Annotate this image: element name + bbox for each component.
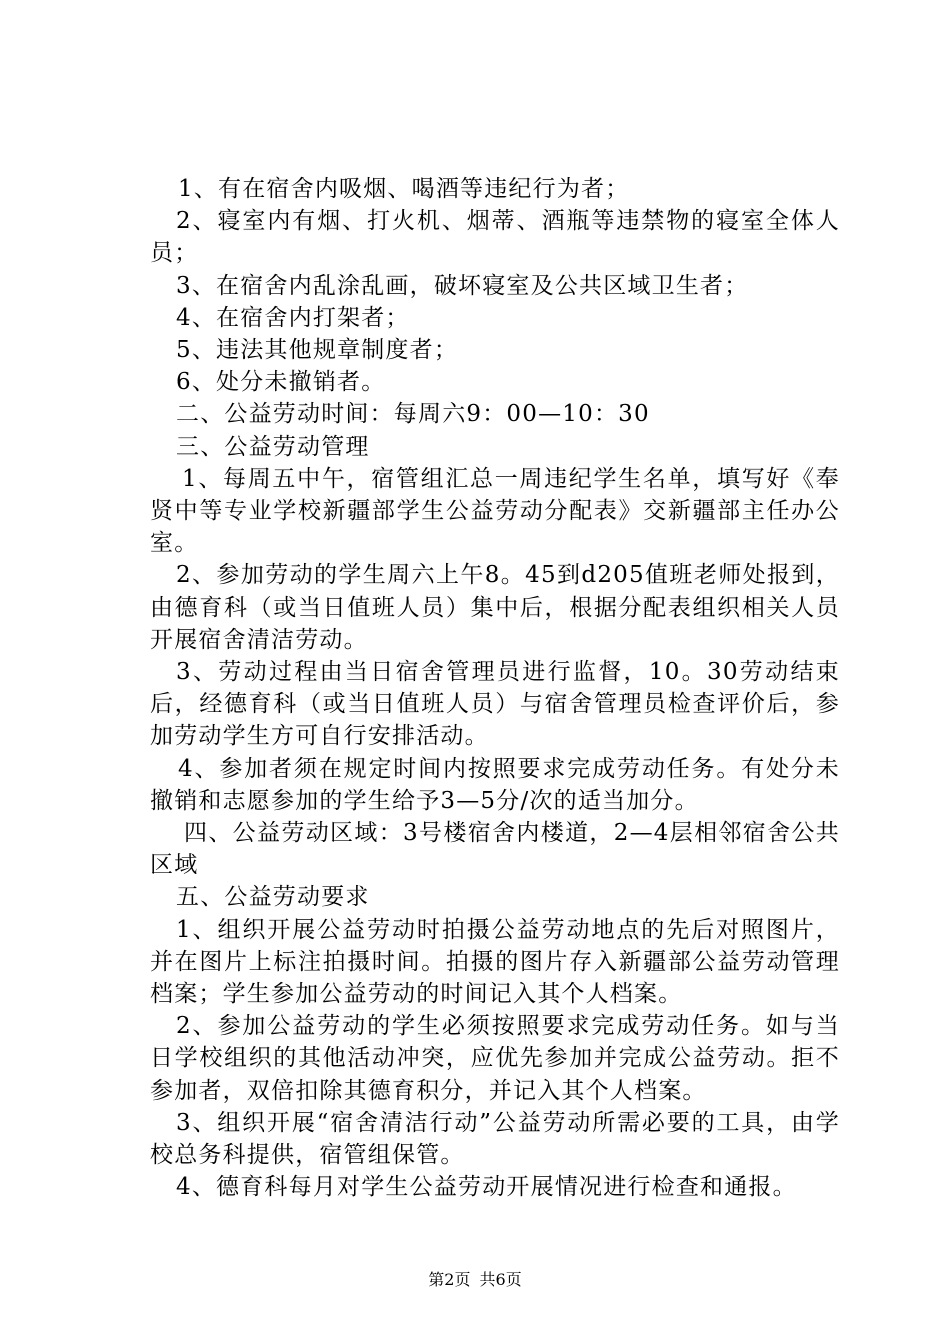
requirement-item-4: 4、德育科每月对学生公益劳动开展情况进行检查和通报。 xyxy=(176,1174,797,1201)
rule-item-2: 2、寝室内有烟、打火机、烟蒂、酒瓶等违禁物的寝室全体人员； xyxy=(150,208,840,267)
page-footer xyxy=(0,1270,950,1290)
section-2-heading: 二、公益劳动时间：每周六9：00—10：30 xyxy=(176,401,650,428)
rule-item-5: 5、违法其他规章制度者； xyxy=(176,337,459,364)
rule-item-1: 1、有在宿舍内吸烟、喝酒等违纪行为者； xyxy=(178,176,630,202)
requirement-item-1: 1、组织开展公益劳动时拍摄公益劳动地点的先后对照图片，并在图片上标注拍摄时间。拍摄的图片存入新疆部公益劳动管理档案；学生参加公益劳动的时间记入其个人档案。 xyxy=(150,916,840,1008)
rule-item-4: 4、在宿舍内打架者； xyxy=(176,304,410,331)
management-item-3: 3、劳动过程由当日宿舍管理员进行监督，10。30劳动结束后，经德育科（或当日值班人员）与宿舍管理员检查评价后，参加劳动学生方可自行安排活动。 xyxy=(150,659,840,750)
requirement-item-3: 3、组织开展“宿舍清洁行动”公益劳动所需必要的工具，由学校总务科提供，宿管组保管。 xyxy=(150,1109,840,1169)
management-item-1: 1、每周五中午，宿管组汇总一周违纪学生名单，填写好《奉贤中等专业学校新疆部学生公益劳动分配表》交新疆部主任办公室。 xyxy=(150,465,840,557)
section-3-heading: 三、公益劳动管理 xyxy=(176,433,370,460)
rule-item-3: 3、在宿舍内乱涂乱画，破坏寝室及公共区域卫生者； xyxy=(176,272,749,299)
management-item-4: 4、参加者须在规定时间内按照要求完成劳动任务。有处分未撤销和志愿参加的学生给予3—5分/次的适当加分。 xyxy=(150,755,840,814)
section-4-heading: 四、公益劳动区域：3号楼宿舍内楼道，2—4层相邻宿舍公共区域 xyxy=(150,820,840,879)
page-total: 共6页 xyxy=(479,1270,522,1289)
section-5-heading: 五、公益劳动要求 xyxy=(176,884,370,911)
rule-item-6: 6、处分未撤销者。 xyxy=(176,369,386,396)
document-body xyxy=(150,173,840,1204)
page-number: 第2页 xyxy=(428,1270,471,1289)
management-item-2: 2、参加劳动的学生周六上午8。45到d205值班老师处报到，由德育科（或当日值班人员）集中后，根据分配表组织相关人员开展宿舍清洁劳动。 xyxy=(150,562,840,653)
requirement-item-2: 2、参加公益劳动的学生必须按照要求完成劳动任务。如与当日学校组织的其他活动冲突，应优先参加并完成公益劳动。拒不参加者，双倍扣除其德育积分，并记入其个人档案。 xyxy=(150,1013,840,1104)
